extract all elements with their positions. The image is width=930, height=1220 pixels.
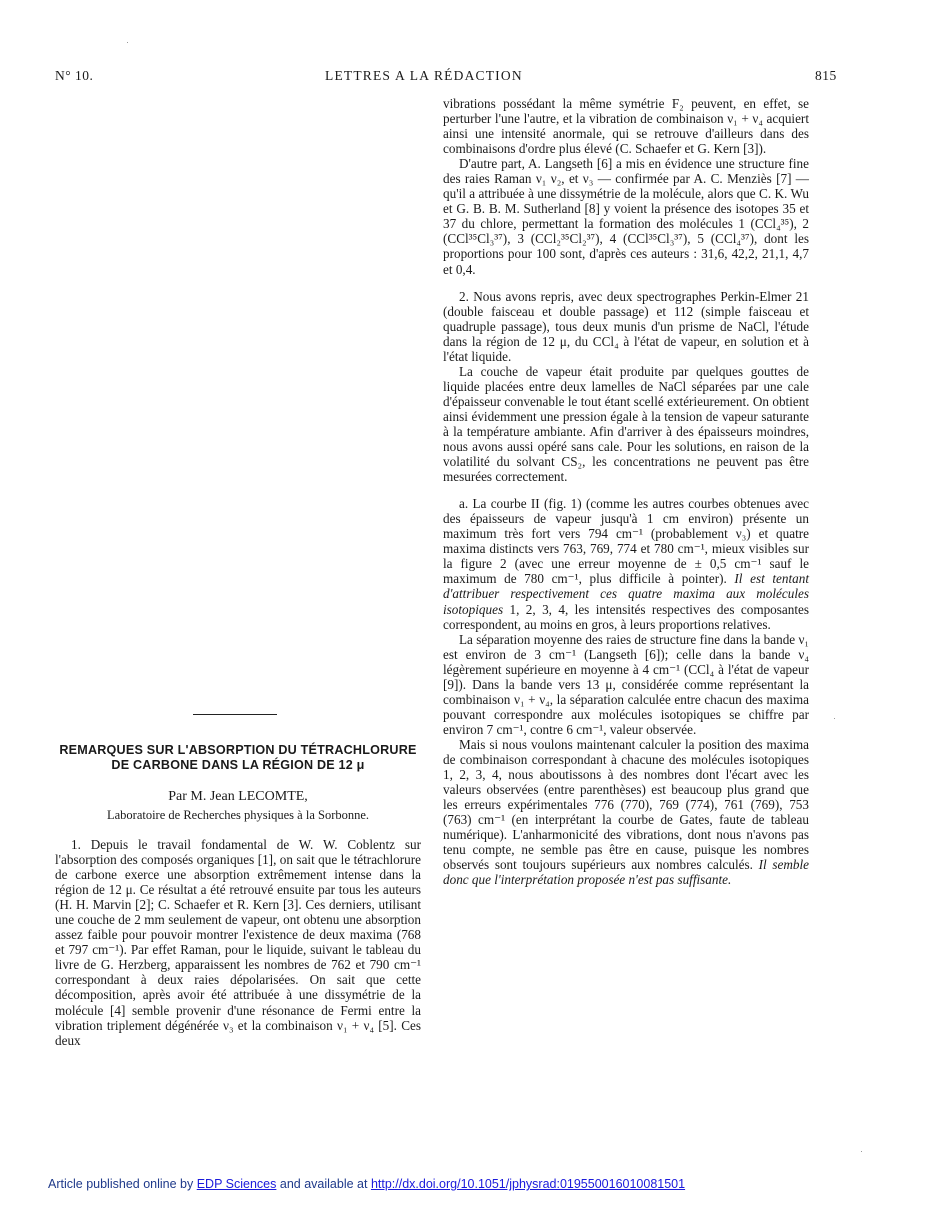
scan-speck: [834, 718, 835, 719]
running-header: LETTRES A LA RÉDACTION: [325, 68, 523, 83]
scan-speck: [127, 42, 128, 43]
right-column: [443, 96, 809, 887]
article-affiliation: Laboratoire de Recherches physiques à la Sorbonne.: [106, 808, 370, 822]
left-column: [55, 837, 421, 1048]
scan-speck: [861, 1151, 862, 1152]
curve-italic-text: Il est tentant d'attribuer respectivement ces quatre maxima aux molécules isotopiques: [443, 571, 809, 617]
page-number: 815: [815, 68, 837, 83]
paragraph-conclusion: [443, 737, 809, 887]
journal-issue-number: N° 10.: [55, 68, 94, 83]
article-title-line-2: DE CARBONE DANS LA RÉGION DE 12 μ: [111, 758, 365, 772]
footer-middle: and available at: [279, 1177, 368, 1191]
paragraph-section-2: 2. Nous avons repris, avec deux spectrographes Perkin-Elmer 21 (double faisceau et double passage) et 112 (simple faisceau et quadruple passage), tous deux munis d'un prisme de NaCl, l'étude dans la région de 12 μ, du CCl₄ à l'état de vapeur, en solution et à l'état liquide.: [443, 288, 809, 364]
section-divider: [193, 714, 277, 715]
article-title: [52, 743, 424, 773]
curve-text: a. La courbe II (fig. 1) (comme les autres courbes obtenues avec des épaisseurs de vapeur jusqu'à 1 cm environ) présente un maximum très fort vers 794 cm⁻¹ (probablement ν₃) et quatre maxima distincts vers 763, 769, 774 et 780 cm⁻¹, mieux visibles sur la figure 2 (avec une erreur moyenne de ± 0,5 cm⁻¹ sauf le maximum de 780 cm⁻¹, plus difficile à pointer).: [443, 496, 809, 587]
curve-text-end: 1, 2, 3, 4, les intensités respectives des composantes correspondent, au moins en gros, à leurs proportions relatives.: [443, 601, 810, 632]
conclusion-italic-text: Il semble donc que l'interprétation proposée n'est pas suffisante.: [443, 857, 809, 888]
article-author: Par M. Jean LECOMTE,: [168, 789, 308, 804]
paragraph-curve-ii: [443, 496, 809, 631]
doi-link[interactable]: http://dx.doi.org/10.1051/jphysrad:019550016010081501: [370, 1177, 686, 1191]
publication-footer: [48, 1177, 685, 1191]
paragraph-vapour-layer: La couche de vapeur était produite par quelques gouttes de liquide placées entre deux lamelles de NaCl séparées par une cale d'épaisseur convenable le tout étant scellé extérieurement. On obtient ainsi évidemment une pression égale à la tension de vapeur saturante à la température ambiante. Afin d'arriver à des épaisseurs moindres, nous avons aussi opéré sans cale. Pour les solutions, en raison de la volatilité du solvant CS₂, les concentrations ne peuvent pas être mesurées correctement.: [443, 363, 809, 485]
paragraph-continuation: vibrations possédant la même symétrie F₂ peuvent, en effet, se perturber l'une l'autre, et la vibration de combinaison ν₁ + ν₄ acquiert ainsi une intensité anormale, qui se retrouve d'ailleurs dans des combinaisons d'ordre plus élevé (C. Schaefer et G. Kern [3]).: [443, 96, 809, 157]
paragraph-section-1: 1. Depuis le travail fondamental de W. W. Coblentz sur l'absorption des composés organiques [1], on sait que le tétrachlorure de carbone exerce une absorption extrêmement intense dans la région de 12 μ. Ce résultat a été retrouvé ensuite par tous les auteurs (H. H. Marvin [2]; C. Schaefer et R. Kern [3]. Ces derniers, utilisant une couche de 2 mm seulement de vapeur, ont obtenu une absorption assez faible pour pouvoir montrer l'existence de deux maxima (768 et 797 cm⁻¹). Par effet Raman, pour le liquide, suivant le tableau du livre de G. Herzberg, apparaissent les nombres de 762 et 790 cm⁻¹ correspondant à deux raies dépolarisées. On sait que cette décomposition, après avoir été attribuée à une dissymétrie de la molécule [4] semble provenir d'une résonance de Fermi entre la vibration triplement dégénérée ν₃ et la combinaison ν₁ + ν₄ [5]. Ces deux: [55, 837, 421, 1048]
footer-prefix: Article published online by: [48, 1177, 194, 1191]
publisher-link[interactable]: EDP Sciences: [196, 1177, 277, 1191]
paragraph-langseth: D'autre part, A. Langseth [6] a mis en évidence une structure fine des raies Raman ν₁ ν₂, et ν₃ — confirmée par A. C. Menziès [7] — qu'il a attribuée à une dissymétrie de la molécule, alors que C. K. Wu et G. B. B. M. Sutherland [8] y voient la présence des isotopes 35 et 37 du chlore, permettant la formation des molécules 1 (CCl₄³⁵), 2 (CCl³⁵Cl₃³⁷), 3 (CCl₂³⁵Cl₂³⁷), 4 (CCl³⁵Cl₃³⁷), 5 (CCl₄³⁷), dont les proportions pour 100 sont, d'après ces auteurs : 31,6, 42,2, 21,1, 4,7 et 0,4.: [443, 156, 809, 277]
conclusion-text: Mais si nous voulons maintenant calculer la position des maxima de combinaison correspondant à chacune des molécules isotopiques 1, 2, 3, 4, nous aboutissons à des nombres dont l'écart avec les valeurs observées (entre parenthèses) est beaucoup plus grand que les erreurs expérimentales 776 (770), 769 (774), 761 (769), 753 (763) cm⁻¹ (en interprétant la courbe de Gates, faute de tableau numérique). L'anharmonicité des vibrations, dont nous n'avons pas tenu compte, ne semble pas être en cause, puisque les nombres observés sont toujours supérieurs aux nombres calculés.: [443, 736, 809, 873]
paragraph-separation: La séparation moyenne des raies de structure fine dans la bande ν₁ est environ de 3 cm⁻¹ (Langseth [6]); celle dans la bande ν₄ légèrement supérieure en moyenne à 4 cm⁻¹ (CCl₄ à l'état de vapeur [9]). Dans la bande vers 13 μ, considérée comme représentant la combinaison ν₁ + ν₄, la séparation calculée entre chacun des maxima pouvant correspondre aux molécules isotopiques se chiffre par environ 7 cm⁻¹, contre 6 cm⁻¹, valeur observée.: [443, 631, 810, 737]
article-title-line-1: REMARQUES SUR L'ABSORPTION DU TÉTRACHLORURE: [59, 743, 417, 757]
